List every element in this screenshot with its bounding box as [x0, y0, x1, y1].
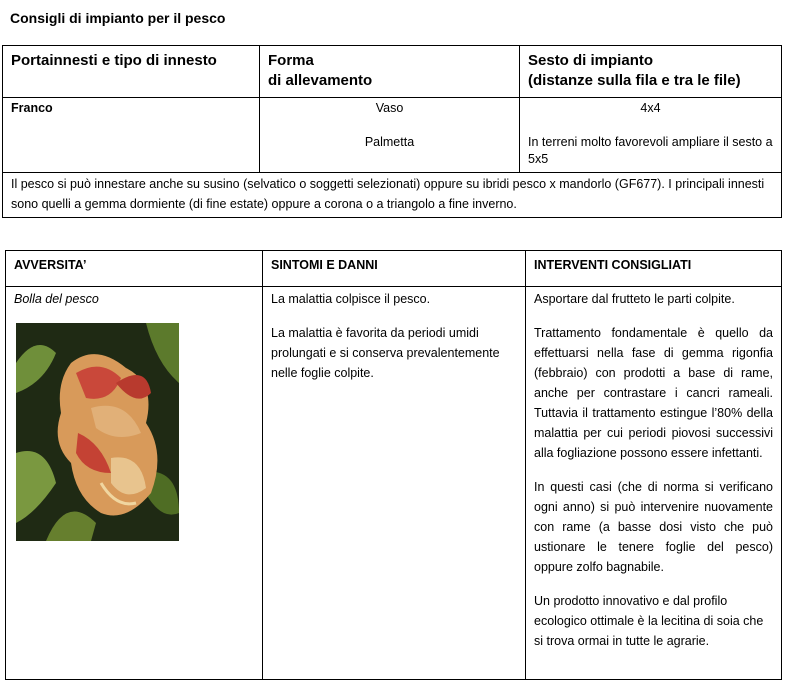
symptoms-cell — [263, 287, 526, 680]
adversity-header-label: AVVERSITA’ — [14, 258, 87, 272]
adversity-cell — [6, 287, 263, 680]
interventions-header-label: INTERVENTI CONSIGLIATI — [534, 258, 692, 272]
planting-data-row — [3, 98, 782, 173]
adversity-header-row — [6, 251, 782, 287]
adversity-data-row — [6, 287, 782, 680]
spacing-note: In terreni molto favorevoli ampliare il sesto a 5x5 — [528, 135, 773, 166]
interventions-text-3: In questi casi (che di norma si verificano ogni anno) si può intervenire nuovamente con rame (a basse dosi visto che può ustionare le tenere foglie del pesco) oppure zolfo bagnabile. — [534, 480, 773, 574]
form-header-line1: Forma — [268, 52, 314, 69]
symptoms-header — [263, 251, 526, 287]
grafting-note: Il pesco si può innestare anche su susino (selvatico o soggetti selezionati) oppure su ibridi pesco x mandorlo (GF677). I principali innesti sono quelli a gemma dormiente (di fine estate) oppure a corona o a triangolo a fine inverno. — [11, 177, 765, 211]
spacing-header-line2: (distanze sulla fila e tra le file) — [528, 72, 741, 89]
adversity-name: Bolla del pesco — [14, 292, 99, 306]
interventions-text-2: Trattamento fondamentale è quello da effettuarsi nella fase di gemma rigonfia (febbraio) con prodotti a base di rame, anche per contrastare i cancri rameali. Tuttavia il trattamento estingue l’80% della malattia per cui periodi piovosi successivi alla fogliazione possono essere infettanti. — [534, 326, 773, 460]
planting-header-row — [3, 46, 782, 98]
rootstock-cell — [3, 98, 260, 173]
symptoms-text-1: La malattia colpisce il pesco. — [271, 292, 431, 306]
spacing-cell — [520, 98, 782, 173]
symptoms-text-2: La malattia è favorita da periodi umidi prolungati e si conserva prevalentemente nelle foglie colpite. — [271, 326, 500, 380]
adversity-header — [6, 251, 263, 287]
page-title: Consigli di impianto per il pesco — [10, 10, 226, 26]
form-header-line2: di allevamento — [268, 72, 373, 89]
planting-note-row — [3, 173, 782, 218]
rootstock-header — [3, 46, 260, 98]
form-value-palmetta: Palmetta — [364, 135, 415, 149]
adversity-table — [5, 250, 782, 680]
form-cell — [260, 98, 520, 173]
spacing-header — [520, 46, 782, 98]
spacing-value: 4x4 — [640, 101, 661, 115]
interventions-text-1: Asportare dal frutteto le parti colpite. — [534, 292, 735, 306]
symptoms-header-label: SINTOMI E DANNI — [271, 258, 378, 272]
spacing-header-line1: Sesto di impianto — [528, 52, 654, 69]
grafting-note-cell — [3, 173, 782, 218]
planting-table — [2, 45, 782, 218]
rootstock-value: Franco — [11, 101, 53, 115]
rootstock-header-label: Portainnesti e tipo di innesto — [11, 52, 217, 69]
peach-leaf-curl-photo — [16, 323, 179, 541]
interventions-header — [526, 251, 782, 287]
interventions-text-4: Un prodotto innovativo e dal profilo ecologico ottimale è la lecitina di soia che si trova ormai in tutte le agrarie. — [534, 594, 764, 648]
interventions-cell — [526, 287, 782, 680]
form-value-vaso: Vaso — [375, 101, 404, 115]
form-header — [260, 46, 520, 98]
